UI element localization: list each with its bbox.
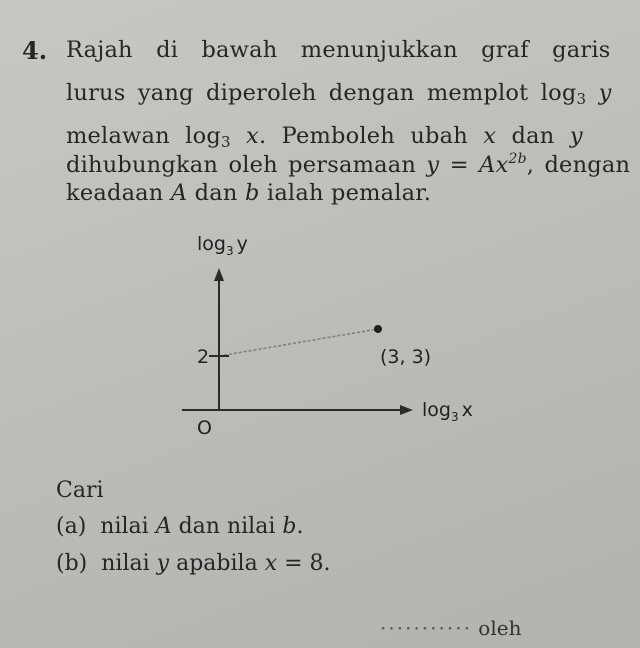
task-a: (a) nilai A dan nilai b. [56,514,304,539]
y-intercept-label: 2 [197,346,210,368]
straight-line-graph [219,329,378,356]
task-b: (b) nilai y apabila x = 8. [56,551,331,576]
question-line-4: dihubungkan oleh persamaan $y = Ax^{2b}$, dengan [66,151,631,178]
question-line-5: keadaan A dan b ialah pemalar. [66,180,432,206]
data-point-3-3 [374,325,382,333]
x-axis-arrow [400,405,413,415]
y-axis-label: $\log_3 y$ [197,233,248,258]
question-number: 4. [22,36,48,65]
equation-lhs: y [426,152,440,178]
y-axis-arrow [214,268,224,281]
point-label: (3, 3) [380,346,432,368]
x-axis-label: $\log_3 x$ [422,399,473,424]
origin-label: O [197,417,212,439]
cut-off-footer-text: ··········· oleh [380,616,522,640]
tasks-heading: Cari [56,478,104,503]
question-line-1: Rajah di bawah menunjukkan graf garis [66,37,611,63]
question-line-2: lurus yang diperoleh dengan memplot $\log_3 y$ [66,80,612,108]
question-line-3: melawan $\log_3 x$. Pemboleh ubah x dan y [66,123,583,151]
